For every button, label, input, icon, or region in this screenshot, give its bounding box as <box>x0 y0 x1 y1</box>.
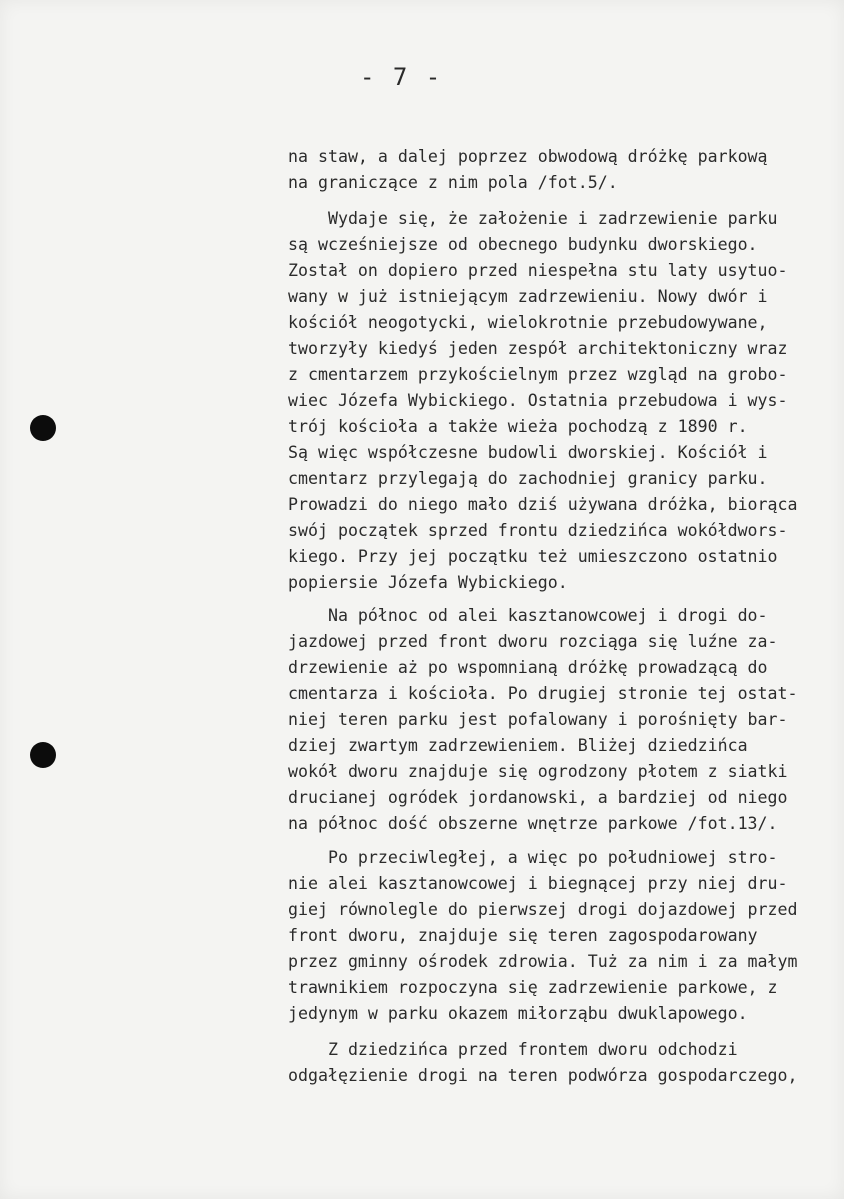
text-line: kiego. Przy jej początku też umieszczono ostatnio <box>288 547 778 566</box>
text-line: Są więc współczesne budowli dworskiej. Kościół i <box>288 443 768 462</box>
page-number: - 7 - <box>360 63 443 91</box>
text-line: przez gminny ośrodek zdrowia. Tuż za nim i za małym <box>288 952 798 971</box>
text-line: wokół dworu znajduje się ogrodzony płotem z siatki <box>288 762 788 781</box>
text-line: swój początek sprzed frontu dziedzińca wokółdwors- <box>288 521 788 540</box>
text-line: trój kościoła a także wieża pochodzą z 1890 r. <box>288 417 748 436</box>
text-line: na północ dość obszerne wnętrze parkowe /fot.13/. <box>288 814 778 833</box>
text-line: wiec Józefa Wybickiego. Ostatnia przebudowa i wys- <box>288 391 788 410</box>
text-line: są wcześniejsze od obecnego budynku dworskiego. <box>288 235 758 254</box>
text-line: niej teren parku jest pofalowany i porośnięty bar- <box>288 710 788 729</box>
text-line: cmentarz przylegają do zachodniej granicy parku. <box>288 469 768 488</box>
text-line: trawnikiem rozpoczyna się zadrzewienie parkowe, z <box>288 978 778 997</box>
text-line: wany w już istniejącym zadrzewieniu. Nowy dwór i <box>288 287 768 306</box>
text-line: Na północ od alei kasztanowcowej i drogi do- <box>288 606 768 625</box>
text-line: na graniczące z nim pola /fot.5/. <box>288 173 618 192</box>
text-line: front dworu, znajduje się teren zagospodarowany <box>288 926 758 945</box>
text-line: kościół neogotycki, wielokrotnie przebudowywane, <box>288 313 768 332</box>
text-line: odgałęzienie drogi na teren podwórza gospodarczego, <box>288 1066 798 1085</box>
text-line: na staw, a dalej poprzez obwodową dróżkę parkową <box>288 147 768 166</box>
text-line: giej równolegle do pierwszej drogi dojazdowej przed <box>288 900 798 919</box>
text-line: cmentarza i kościoła. Po drugiej stronie tej ostat- <box>288 684 798 703</box>
text-line: tworzyły kiedyś jeden zespół architektoniczny wraz <box>288 339 788 358</box>
text-line: Z dziedzińca przed frontem dworu odchodzi <box>288 1040 738 1059</box>
text-line: jazdowej przed front dworu rozciąga się luźne za- <box>288 632 778 651</box>
text-line: Po przeciwległej, a więc po południowej stro- <box>288 848 778 867</box>
text-line: Został on dopiero przed niespełna stu laty usytuo- <box>288 261 788 280</box>
text-line: Wydaje się, że założenie i zadrzewienie parku <box>288 209 778 228</box>
text-line: nie alei kasztanowcowej i biegnącej przy niej dru- <box>288 874 788 893</box>
text-line: Prowadzi do niego mało dziś używana dróżka, biorąca <box>288 495 798 514</box>
text-line: z cmentarzem przykościelnym przez wzgląd na grobo- <box>288 365 788 384</box>
text-line: popiersie Józefa Wybickiego. <box>288 573 568 592</box>
text-line: jedynym w parku okazem miłorząbu dwuklapowego. <box>288 1004 748 1023</box>
text-line: dziej zwartym zadrzewieniem. Bliżej dziedzińca <box>288 736 748 755</box>
text-line: drzewienie aż po wspomnianą dróżkę prowadzącą do <box>288 658 768 677</box>
text-line: drucianej ogródek jordanowski, a bardziej od niego <box>288 788 788 807</box>
